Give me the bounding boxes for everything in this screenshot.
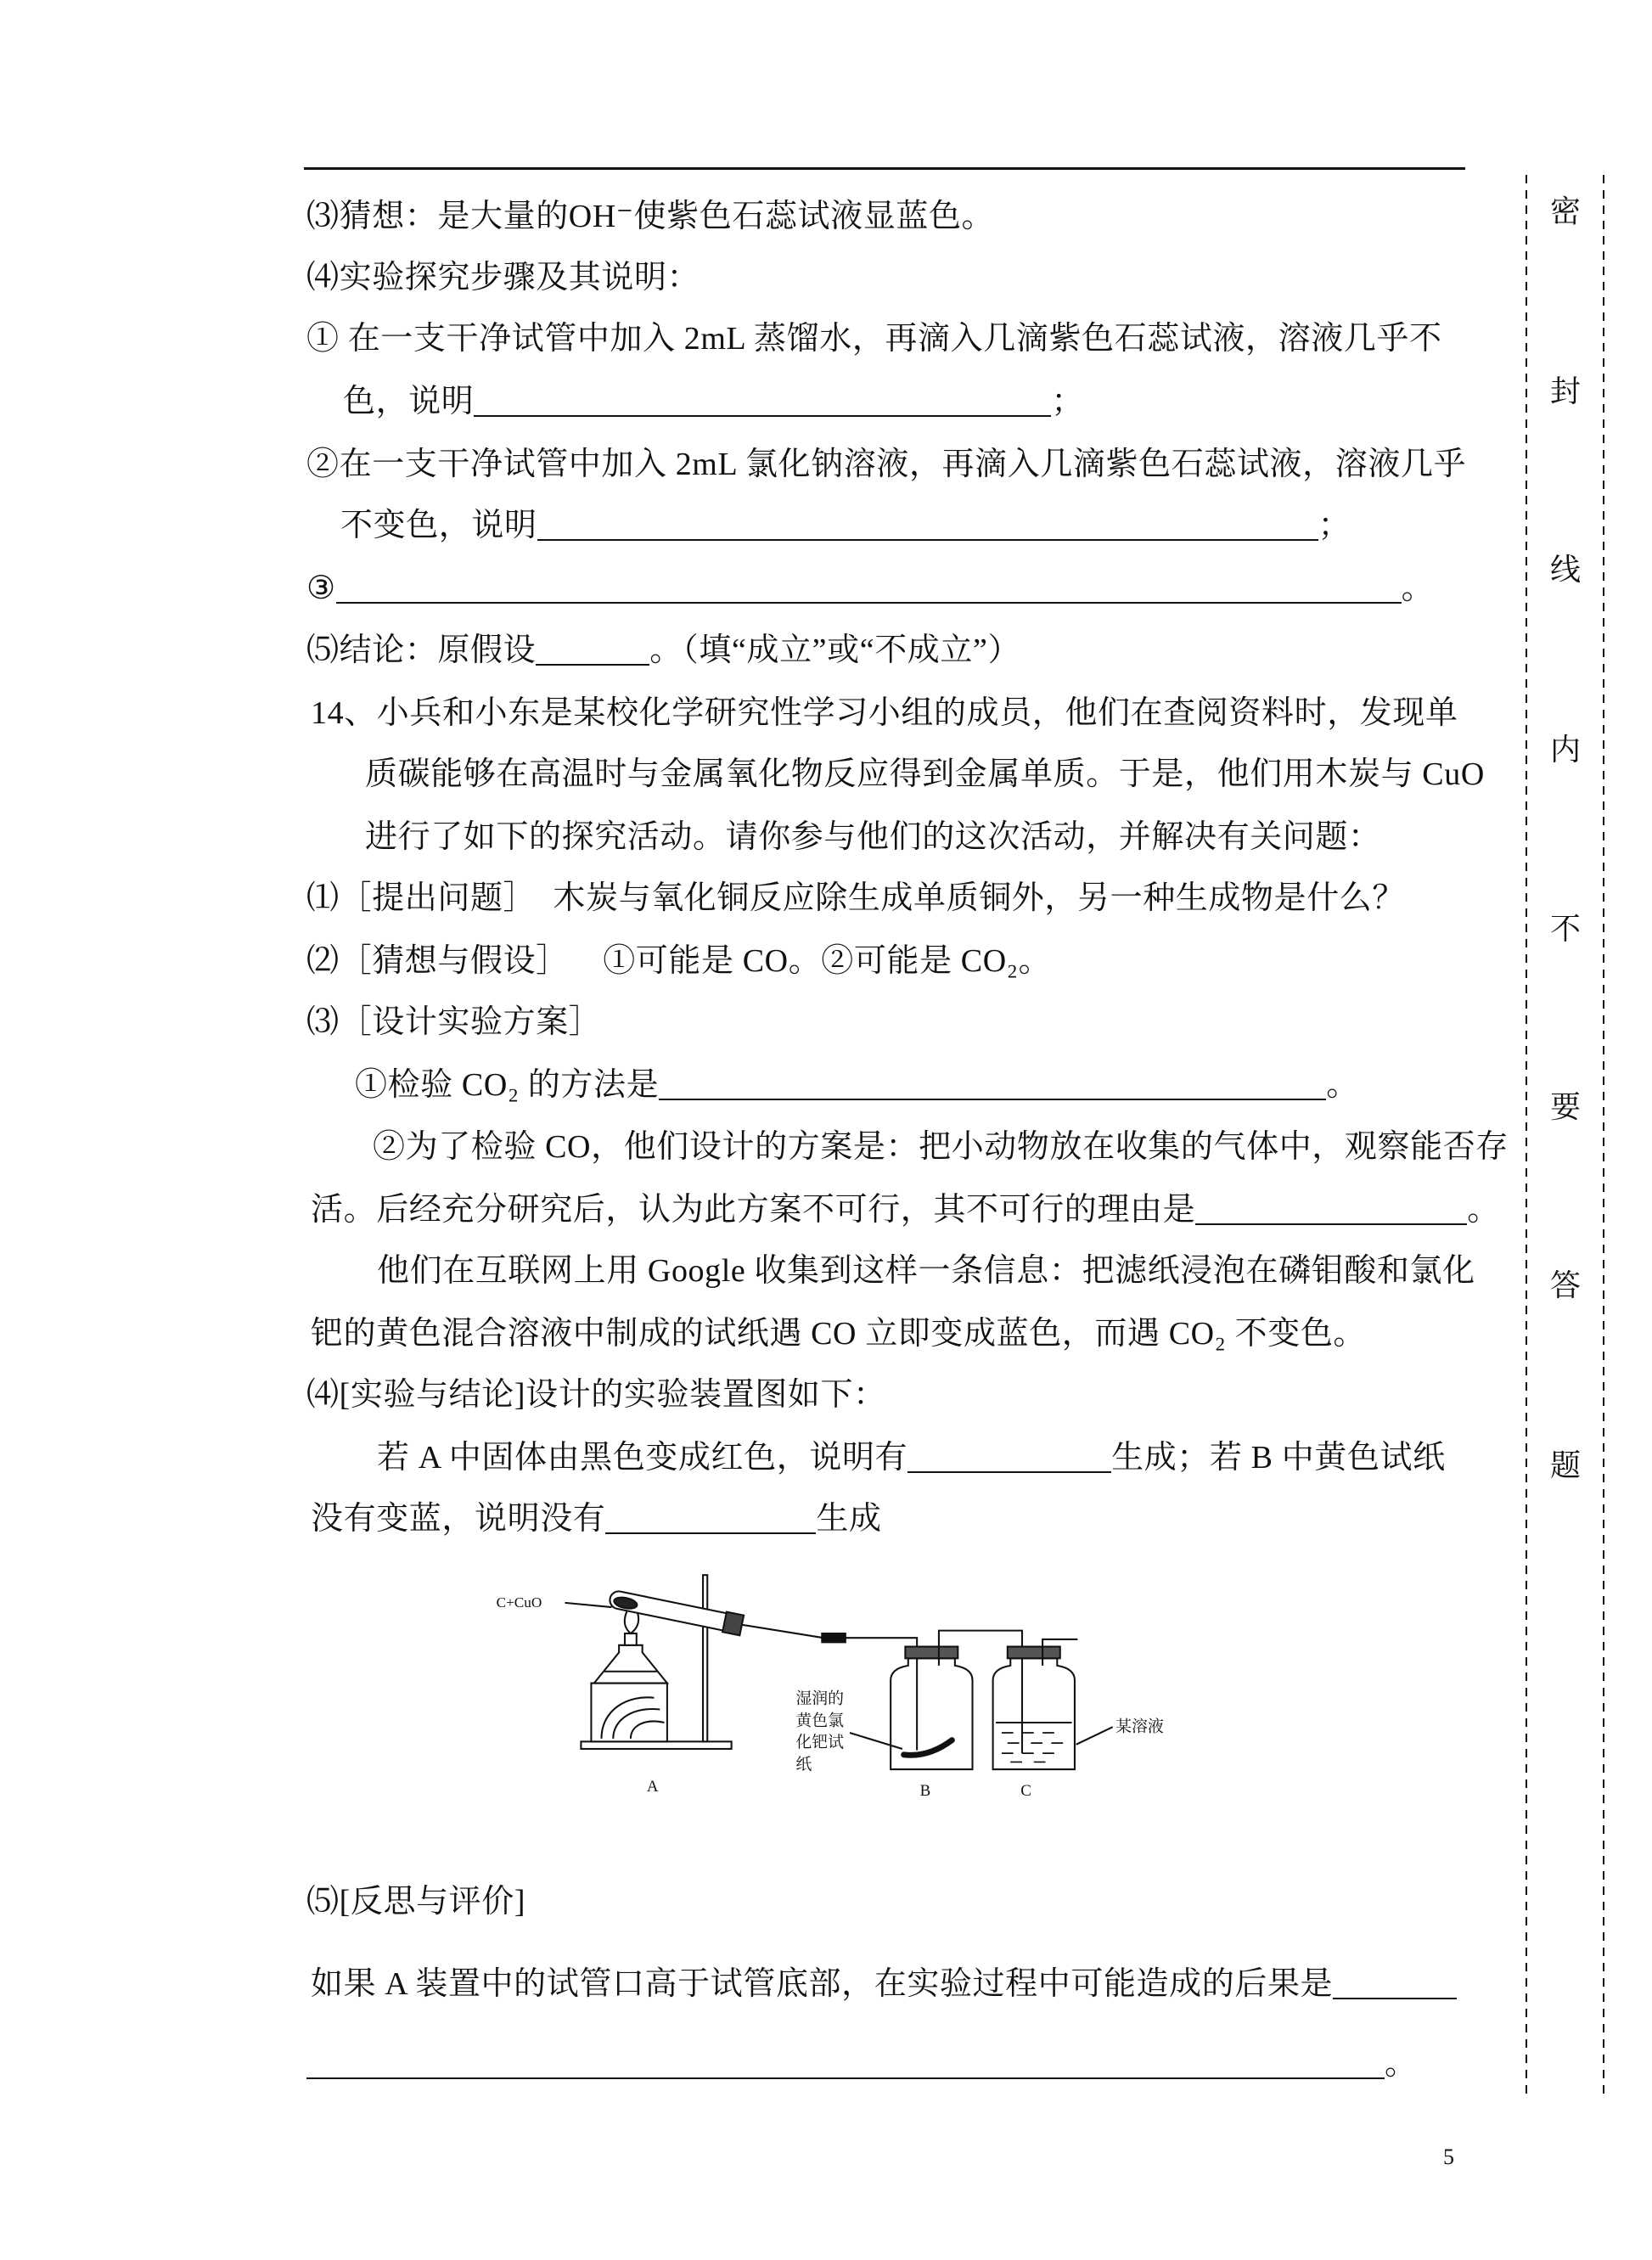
q14-part3-heading: ⑶［设计实验方案］	[306, 1004, 602, 1040]
bottle-b-stopper	[905, 1647, 958, 1659]
q13-conclusion-text: ⑸结论：原假设	[306, 632, 537, 668]
binding-dashed-line-left	[1526, 175, 1527, 2100]
stand-base	[581, 1741, 731, 1749]
solution-leader-line	[1076, 1727, 1113, 1745]
test-paper-leader-line	[850, 1733, 902, 1749]
q13-step2-line2	[340, 506, 1351, 545]
binding-margin-char: 题	[1549, 1448, 1581, 1482]
q13-step1-answer-blank	[474, 390, 1051, 417]
q13-step1-line2	[343, 382, 1084, 421]
q14-part2-hypotheses: ⑵［猜想与假设］ ①可能是 CO。②可能是 CO₂。	[306, 943, 1052, 979]
solution-label: 某溶液	[1115, 1717, 1164, 1736]
apparatus-label-c: C	[1020, 1782, 1031, 1801]
q14-part5-line1-text: 如果 A 装置中的试管口高于试管底部，在实验过程中可能造成的后果是	[311, 1966, 1334, 2002]
page-number: 5	[1443, 2145, 1454, 2169]
q13-step3-line	[306, 569, 1434, 608]
alcohol-lamp	[594, 1645, 667, 1684]
apparatus-label-a: A	[646, 1777, 659, 1796]
q14-part3-item2-line1: ②为了检验 CO，他们设计的方案是：把小动物放在收集的气体中，观察能否存	[373, 1129, 1509, 1165]
q14-part5-line1	[311, 1965, 1457, 2004]
test-tube-stopper	[722, 1612, 744, 1636]
q14-part3-item2-text: 活。后经充分研究后，认为此方案不可行，其不可行的理由是	[311, 1192, 1196, 1228]
q13-step3-punct: 。	[1401, 571, 1435, 606]
q14-part3-item2-punct: 。	[1467, 1192, 1500, 1228]
q14-part4-answer-blank-2	[605, 1507, 816, 1534]
q14-intro-line1: 14、小兵和小东是某校化学研究性学习小组的成员，他们在查阅资料时，发现单	[311, 695, 1458, 731]
q13-step1-punct: ；	[1051, 384, 1085, 419]
q14-part4-answer-blank-1	[907, 1446, 1111, 1473]
q14-part5-line2	[306, 2044, 1418, 2083]
q14-intro-line3: 进行了如下的探究活动。请你参与他们的这次活动，并解决有关问题：	[365, 819, 1381, 855]
binding-margin-char: 封	[1549, 374, 1581, 408]
experiment-apparatus-diagram	[489, 1571, 1482, 1812]
binding-margin-char: 密	[1549, 194, 1581, 228]
q14-part3-item1-punct: 。	[1326, 1067, 1359, 1103]
q14-part5-answer-blank-1	[1333, 1972, 1457, 1999]
q13-step3-marker: ③	[306, 571, 336, 606]
reactant-label: C+CuO	[496, 1594, 542, 1611]
q14-part1-question: ⑴［提出问题］ 木炭与氧化铜反应除生成单质铜外，另一种生成物是什么？	[306, 880, 1406, 916]
q13-step2-text: 不变色，说明	[340, 508, 537, 543]
delivery-tube-a	[742, 1625, 823, 1638]
binding-margin-char: 线	[1549, 553, 1581, 587]
q13-conclusion-hint: 。（填“成立”或“不成立”）	[649, 632, 1021, 668]
q14-part5-punct: 。	[1385, 2046, 1418, 2082]
q14-part4-line1-text: 若 A 中固体由黑色变成红色，说明有	[377, 1440, 908, 1476]
test-paper-label-line1: 湿润的	[795, 1689, 845, 1708]
test-paper-label-line2: 黄色氯	[795, 1712, 845, 1730]
wet-test-paper-strip	[904, 1740, 952, 1756]
stand-rod	[703, 1575, 707, 1741]
q14-part3-item1-answer-blank	[659, 1073, 1326, 1100]
q14-intro-line2: 质碳能够在高温时与金属氧化物反应得到金属单质。于是，他们用木炭与 CuO	[365, 756, 1485, 792]
q13-steps-heading: ⑷实验探究步骤及其说明：	[306, 260, 700, 295]
q13-step2-line1: ②在一支干净试管中加入 2mL 氯化钠溶液，再滴入几滴紫色石蕊试液，溶液几乎	[306, 447, 1467, 482]
q14-part4-line2	[311, 1499, 882, 1538]
q14-part4-heading: ⑷[实验与结论]设计的实验装置图如下：	[306, 1377, 886, 1413]
q14-part3-item2-answer-blank	[1195, 1198, 1467, 1225]
q14-part3-item1-text: ①检验 CO₂ 的方法是	[355, 1067, 660, 1103]
q14-part3-item2-line2	[311, 1190, 1500, 1229]
solution-hatching	[1002, 1733, 1063, 1762]
test-paper-label-line4: 纸	[795, 1756, 812, 1774]
q14-part5-answer-blank-2	[306, 2052, 1385, 2079]
q14-part4-line1-tail: 生成；若 B 中黄色试纸	[1111, 1440, 1446, 1476]
q14-info-line2: 钯的黄色混合溶液中制成的试纸遇 CO 立即变成蓝色，而遇 CO₂ 不变色。	[311, 1316, 1367, 1352]
binding-margin-char: 要	[1549, 1090, 1581, 1124]
bottle-c-stopper	[1008, 1647, 1060, 1659]
q14-part4-line1	[377, 1438, 1446, 1477]
lamp-wick-holder	[625, 1633, 637, 1645]
q13-conclusion	[306, 631, 1020, 670]
q14-part4-line2-text: 没有变蓝，说明没有	[311, 1501, 606, 1537]
q13-conclusion-answer-blank	[536, 638, 649, 666]
binding-margin-char: 不	[1549, 912, 1581, 946]
q14-part4-line2-tail: 生成	[816, 1501, 882, 1537]
q13-hypothesis: ⑶猜想：是大量的OH⁻使紫色石蕊试液显蓝色。	[306, 199, 995, 234]
q14-part3-item1	[355, 1065, 1359, 1105]
rubber-connector	[822, 1633, 846, 1642]
q13-step1-text: 色，说明	[343, 384, 475, 419]
binding-margin-char: 答	[1549, 1268, 1581, 1302]
q13-step1-line1: ① 在一支干净试管中加入 2mL 蒸馏水，再滴入几滴紫色石蕊试液，溶液几乎不	[306, 321, 1442, 357]
q13-step2-punct: ；	[1318, 508, 1351, 543]
header-rule	[304, 167, 1465, 170]
binding-dashed-line-right	[1603, 175, 1604, 2100]
q13-step2-answer-blank	[537, 514, 1318, 541]
q13-step3-answer-blank	[336, 576, 1402, 604]
apparatus-label-b: B	[919, 1782, 931, 1801]
test-paper-label-line3: 化钯试	[795, 1734, 845, 1752]
reactant-leader-line	[565, 1603, 611, 1607]
binding-margin-char: 内	[1549, 733, 1581, 767]
q14-info-line1: 他们在互联网上用 Google 收集到这样一条信息：把滤纸浸泡在磷钼酸和氯化	[377, 1253, 1475, 1289]
q14-part5-heading: ⑸[反思与评价]	[306, 1884, 526, 1920]
